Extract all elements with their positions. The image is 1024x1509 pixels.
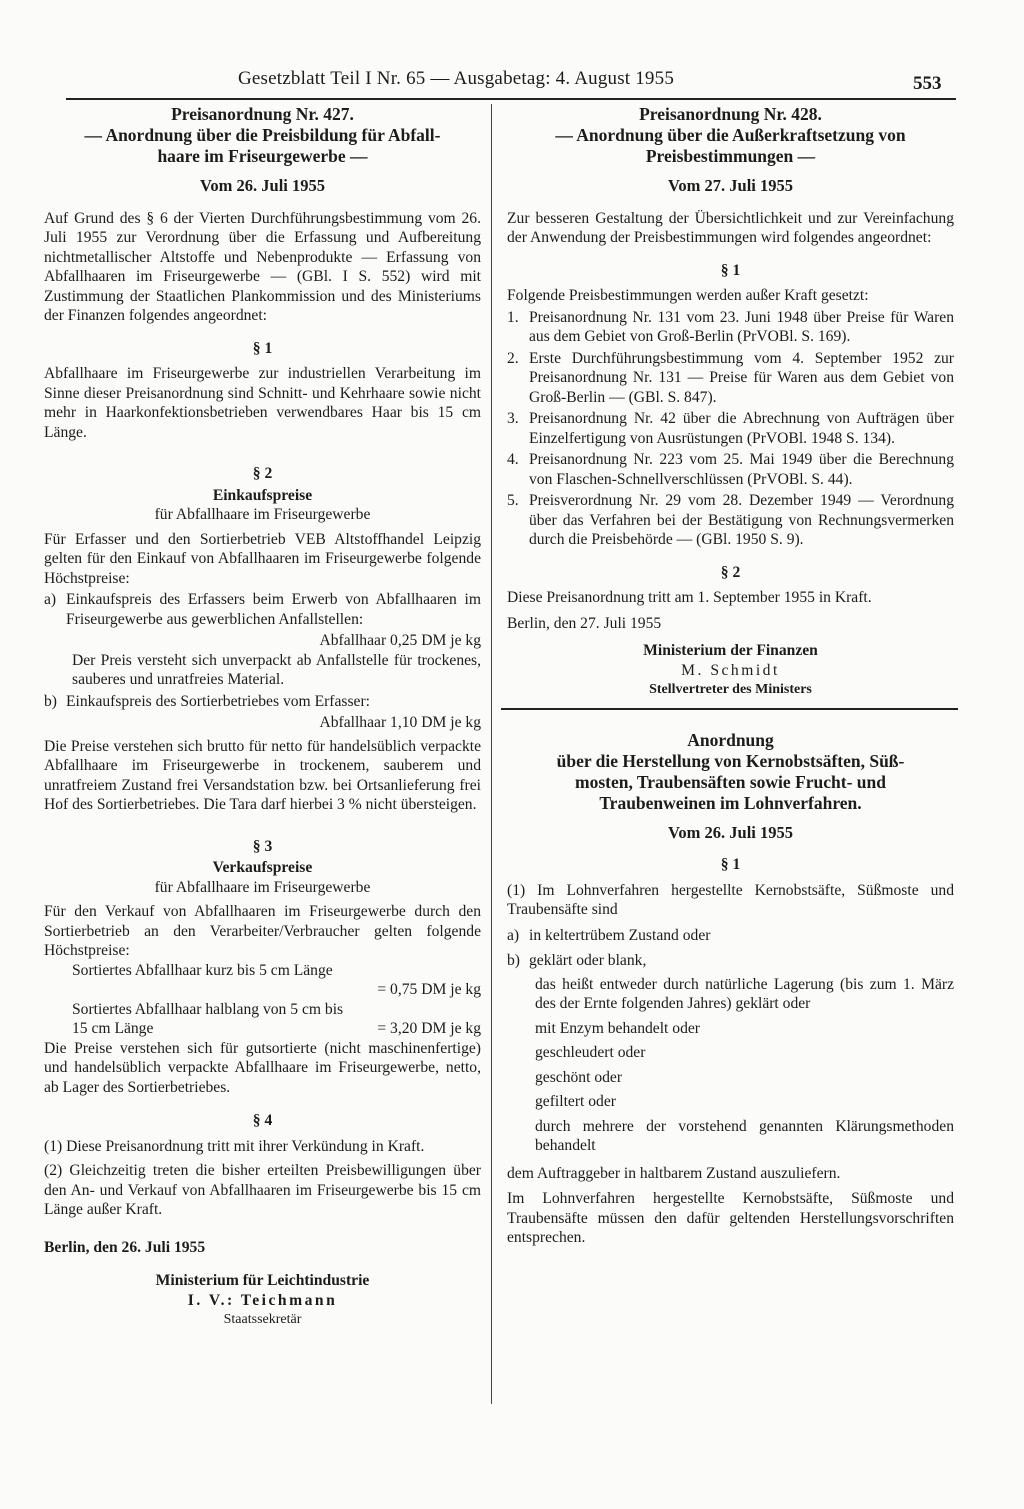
right-b-item-a bbox=[507, 926, 954, 946]
right-b-date: Vom 26. Juli 1955 bbox=[668, 822, 793, 842]
left-item-a bbox=[44, 590, 481, 629]
left-price-row-2 bbox=[44, 1019, 481, 1039]
right-section-1-text: Folgende Preisbestimmungen werden außer Kraft gesetzt: bbox=[507, 287, 869, 304]
right-section-2-text: Diese Preisanordnung tritt am 1. September 1955 in Kraft. bbox=[507, 589, 872, 606]
left-price-a: Abfallhaar 0,25 DM je kg bbox=[319, 632, 481, 649]
left-heading-1: Preisanordnung Nr. 427. bbox=[171, 104, 354, 124]
right-intro: Zur besseren Gestaltung der Übersichtlichkeit und zur Vereinfachung der Anwendung der Preisbestimmungen wird folgendes angeordnet: bbox=[507, 209, 954, 246]
item-label: b) bbox=[44, 692, 57, 710]
item-label: b) bbox=[507, 952, 520, 969]
left-section-1: § 1 bbox=[252, 339, 273, 357]
left-column bbox=[44, 104, 481, 1330]
right-b-b5: gefiltert oder bbox=[535, 1093, 616, 1110]
left-section-2-sub: für Abfallhaare im Friseurgewerbe bbox=[154, 506, 371, 523]
left-price-line-1: Sortiertes Abfallhaar kurz bis 5 cm Länge bbox=[72, 961, 333, 979]
item-text: Preisanordnung Nr. 42 über die Abrechnung von Aufträgen über Einzelfertigung von Ausrüstungen (PrVOBl. 1948 S. 134). bbox=[529, 410, 954, 447]
item-number: 2. bbox=[507, 349, 519, 367]
item-text: Einkaufspreis des Erfassers beim Erwerb von Abfallhaaren im Friseurgewerbe aus gewerblichen Anfallstellen: bbox=[66, 591, 481, 628]
item-label: a) bbox=[44, 591, 57, 608]
page-header bbox=[0, 0, 1024, 100]
left-signer: I. V.: Teichmann bbox=[187, 1291, 338, 1309]
left-price-line-2b: 15 cm Länge bbox=[72, 1020, 154, 1037]
left-section-1-text: Abfallhaare im Friseurgewerbe zur industriellen Verarbeitung im Sinne dieser Preisanordnung sind Schnitt- und Kehrhaare sowie nicht mehr in Haarkonfektionsbetrieben verwendbares Haar bis 15 cm Länge. bbox=[44, 365, 481, 441]
item-number: 1. bbox=[507, 308, 519, 326]
left-price-value-2: = 3,20 DM je kg bbox=[377, 1020, 481, 1037]
item-label: a) bbox=[507, 926, 520, 944]
right-column bbox=[507, 104, 954, 1248]
column-divider bbox=[491, 104, 492, 1404]
right-b-item-b bbox=[507, 951, 954, 971]
item-text: geklärt oder blank, bbox=[529, 952, 647, 969]
list-item bbox=[507, 308, 954, 347]
item-text: Erste Durchführungsbestimmung vom 4. September 1952 zur Preisanordnung Nr. 131 — Preise für Waren aus dem Gebiet von Groß-Berlin — (GBl. S. 847). bbox=[529, 349, 954, 406]
right-ministry: Ministerium der Finanzen bbox=[643, 642, 818, 659]
item-text: Preisanordnung Nr. 131 vom 23. Juni 1948 über Preise für Waren aus dem Gebiet von Groß-Berlin (PrVOBl. S. 169). bbox=[529, 308, 954, 345]
left-section-2-text-2: Die Preise verstehen sich brutto für netto für handelsüblich verpackte Abfallhaare im Friseurgewerbe in trockenem, sauberem und unratfreiem Zustand frei Versandstation bzw. bei Ortsanlieferung frei Hof des Sortierbetriebes. Die Tara darf hierbei 3 % nicht übersteigen. bbox=[44, 737, 481, 813]
left-section-2-title: Einkaufspreise bbox=[212, 486, 313, 504]
left-section-3-title: Verkaufspreise bbox=[212, 859, 313, 876]
left-section-4: § 4 bbox=[252, 1112, 273, 1129]
right-b-b3: geschleudert oder bbox=[535, 1044, 646, 1061]
left-intro: Auf Grund des § 6 der Vierten Durchführungsbestimmung vom 26. Juli 1955 zur Verordnung über die Erfassung und Aufbereitung nichtmetallischer Altstoffe und Nebenprodukte — Erfassung von Abfallhaaren im Friseurgewerbe — (GBl. I S. 552) wird mit Zustimmung der Staatlichen Plankommission und des Ministeriums der Finanzen folgendes angeordnet: bbox=[44, 209, 481, 324]
right-b-heading-1: Anordnung bbox=[687, 729, 774, 750]
item-text: Preisverordnung Nr. 29 vom 28. Dezember 1949 — Verordnung über das Verfahren bei der Bestätigung von Rechnungsvermerken durch die Preisbehörde — (GBl. 1950 S. 9). bbox=[529, 492, 954, 548]
right-b-b6: durch mehrere der vorstehend genannten Klärungsmethoden behandelt bbox=[535, 1117, 954, 1154]
item-text: in keltertrübem Zustand oder bbox=[529, 926, 711, 944]
left-item-b bbox=[44, 692, 481, 712]
list-item bbox=[507, 491, 954, 550]
left-section-2: § 2 bbox=[252, 465, 273, 482]
right-b-b2: mit Enzym behandelt oder bbox=[535, 1019, 700, 1037]
item-number: 5. bbox=[507, 492, 519, 509]
left-section-3-text: Für den Verkauf von Abfallhaaren im Friseurgewerbe durch den Sortierbetrieb an den Verarbeiter/Verbraucher gelten folgende Höchstpreise: bbox=[44, 903, 481, 959]
left-ministry: Ministerium für Leichtindustrie bbox=[155, 1272, 370, 1289]
right-place-date: Berlin, den 27. Juli 1955 bbox=[507, 614, 662, 632]
left-section-3-sub: für Abfallhaare im Friseurgewerbe bbox=[154, 878, 371, 896]
section-rule bbox=[501, 708, 958, 710]
left-section-4-p2: (2) Gleichzeitig treten die bisher erteilten Preisbewilligungen über den An- und Verkauf von Abfallhaaren im Friseurgewerbe bis 15 cm Länge außer Kraft. bbox=[44, 1162, 481, 1218]
list-item bbox=[507, 450, 954, 489]
left-note-a: Der Preis versteht sich unverpackt ab Anfallstelle für trockenes, sauberes und unratfreies Material. bbox=[72, 651, 481, 688]
left-price-line-2: Sortiertes Abfallhaar halblang von 5 cm bis bbox=[72, 1000, 344, 1018]
item-number: 4. bbox=[507, 451, 519, 468]
right-b-p1: (1) Im Lohnverfahren hergestellte Kernobstsäfte, Süßmoste und Traubensäfte sind bbox=[507, 881, 954, 918]
left-heading-2: — Anordnung über die Preisbildung für Abfall- bbox=[84, 125, 441, 145]
left-section-3-text-2: Die Preise verstehen sich für gutsortierte (nicht maschinenfertige) und handelsüblich verpackte Abfallhaare im Friseurgewerbe, netto, ab Lager des Sortierbetriebes. bbox=[44, 1039, 481, 1096]
right-item-list bbox=[507, 308, 954, 550]
left-place-date: Berlin, den 26. Juli 1955 bbox=[44, 1238, 206, 1256]
header-rule bbox=[66, 98, 956, 100]
right-section-1: § 1 bbox=[720, 261, 741, 279]
left-date: Vom 26. Juli 1955 bbox=[200, 176, 325, 195]
right-date: Vom 27. Juli 1955 bbox=[668, 176, 793, 195]
left-heading-3: haare im Friseurgewerbe — bbox=[157, 146, 368, 166]
right-heading-1: Preisanordnung Nr. 428. bbox=[639, 104, 822, 124]
right-b-heading-4: Traubenweinen im Lohnverfahren. bbox=[599, 792, 862, 813]
right-b-b1: das heißt entweder durch natürliche Lagerung (bis zum 1. März des der Ernte folgenden Jahres) geklärt oder bbox=[535, 975, 954, 1012]
left-price-value-1: = 0,75 DM je kg bbox=[377, 981, 481, 998]
right-b-heading-3: mosten, Traubensäften sowie Frucht- und bbox=[575, 771, 886, 792]
left-price-b: Abfallhaar 1,10 DM je kg bbox=[319, 714, 481, 731]
left-section-3: § 3 bbox=[252, 837, 273, 855]
item-text: Einkaufspreis des Sortierbetriebes vom Erfasser: bbox=[66, 692, 370, 710]
right-b-heading-2: über die Herstellung von Kernobstsäften, Süß- bbox=[556, 750, 905, 771]
right-heading-3: Preisbestimmungen — bbox=[645, 146, 816, 166]
list-item bbox=[507, 409, 954, 448]
left-role: Staatssekretär bbox=[223, 1312, 302, 1327]
right-b-p2: Im Lohnverfahren hergestellte Kernobstsäfte, Süßmoste und Traubensäfte müssen den dafür geltenden Herstellungsvorschriften entsprechen. bbox=[507, 1190, 954, 1246]
left-section-2-text: Für Erfasser und den Sortierbetrieb VEB Altstoffhandel Leipzig gelten für den Einkauf von Abfallhaaren im Friseurgewerbe folgende Höchstpreise: bbox=[44, 530, 481, 587]
page-number: 553 bbox=[913, 73, 942, 94]
right-heading-2: — Anordnung über die Außerkraftsetzung von bbox=[555, 125, 906, 145]
right-b-b4: geschönt oder bbox=[535, 1068, 623, 1086]
right-b-end: dem Auftraggeber in haltbarem Zustand auszuliefern. bbox=[507, 1164, 841, 1182]
item-number: 3. bbox=[507, 410, 519, 427]
header-title: Gesetzblatt Teil I Nr. 65 — Ausgabetag: 4. August 1955 bbox=[238, 68, 675, 89]
left-section-4-p1: (1) Diese Preisanordnung tritt mit ihrer Verkündung in Kraft. bbox=[44, 1137, 425, 1155]
right-role: Stellvertreter des Ministers bbox=[649, 682, 812, 697]
right-section-2: § 2 bbox=[720, 563, 741, 581]
list-item bbox=[507, 349, 954, 408]
right-b-section-1: § 1 bbox=[720, 856, 741, 873]
item-text: Preisanordnung Nr. 223 vom 25. Mai 1949 über die Berechnung von Flaschen-Schnellverschlüssen (PrVOBl. S. 44). bbox=[529, 451, 954, 488]
right-signer: M. Schmidt bbox=[681, 661, 780, 679]
